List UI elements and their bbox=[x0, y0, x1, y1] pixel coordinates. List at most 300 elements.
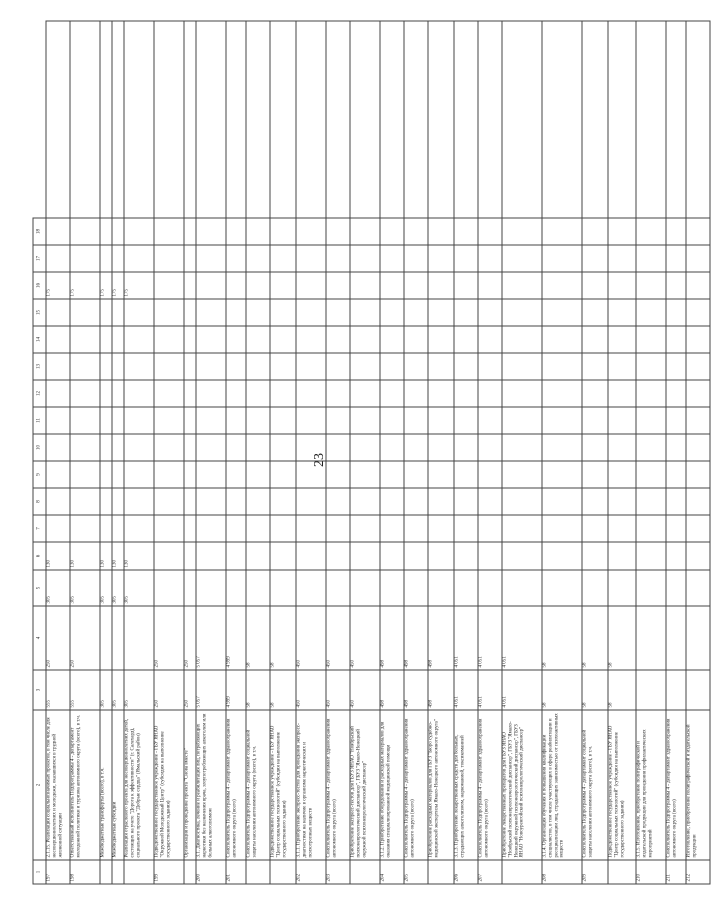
value-cell bbox=[608, 570, 636, 606]
value-cell: 4 999 bbox=[226, 670, 246, 710]
value-cell bbox=[404, 380, 428, 407]
table-row bbox=[350, 21, 380, 884]
value-cell bbox=[154, 434, 184, 461]
value-cell bbox=[404, 461, 428, 488]
value-cell: 58 bbox=[608, 606, 636, 670]
value-cell bbox=[502, 21, 542, 218]
value-cell bbox=[582, 21, 608, 218]
value-cell: 498 bbox=[380, 670, 404, 710]
value-cell bbox=[154, 218, 184, 245]
value-cell bbox=[686, 570, 710, 606]
value-cell bbox=[636, 21, 666, 218]
value-cell bbox=[270, 542, 296, 570]
value-cell: 175 bbox=[100, 272, 112, 299]
value-cell bbox=[686, 407, 710, 434]
table-row bbox=[154, 21, 184, 884]
row-number: 201 bbox=[226, 860, 246, 884]
value-cell bbox=[270, 353, 296, 380]
value-cell bbox=[478, 218, 502, 245]
value-cell bbox=[246, 380, 270, 407]
value-cell bbox=[380, 299, 404, 326]
table-row bbox=[296, 21, 326, 884]
value-cell bbox=[404, 353, 428, 380]
value-cell bbox=[454, 515, 478, 542]
value-cell bbox=[428, 434, 454, 461]
value-cell bbox=[270, 380, 296, 407]
value-cell bbox=[478, 326, 502, 353]
value-cell bbox=[428, 542, 454, 570]
value-cell bbox=[636, 218, 666, 245]
value-cell bbox=[124, 245, 154, 272]
row-description: 3.1.3. Приобретение лекарственных средств для больных, страдающих алкоголизмом, наркоманией, токсикоманией bbox=[454, 710, 478, 860]
row-number: 204 bbox=[380, 860, 404, 884]
value-cell bbox=[428, 218, 454, 245]
row-description: Соисполнитель Подпрограммы 4 - департамент здравоохранения автономного округа (всего) bbox=[478, 710, 502, 860]
value-cell bbox=[428, 245, 454, 272]
row-description: 3.1.5. Изготовление, приобретение полиграфической и издательской продукции для проведения профилактических мероприятий bbox=[636, 710, 666, 860]
row-description: 2.1.15. Реализация социальнозначимых проектов, в том числе для несовершеннолетних и молодежи, оказавшихся в трудной жизненной ситуации bbox=[46, 710, 70, 860]
value-cell bbox=[582, 488, 608, 515]
value-cell: 58 bbox=[270, 606, 296, 670]
value-cell bbox=[226, 326, 246, 353]
value-cell bbox=[582, 326, 608, 353]
value-cell bbox=[112, 353, 124, 380]
value-cell bbox=[246, 461, 270, 488]
value-cell bbox=[582, 570, 608, 606]
value-cell bbox=[350, 353, 380, 380]
value-cell bbox=[666, 380, 686, 407]
value-cell bbox=[666, 218, 686, 245]
value-cell bbox=[582, 245, 608, 272]
table-row bbox=[70, 21, 100, 884]
value-cell: 175 bbox=[124, 272, 154, 299]
value-cell bbox=[350, 570, 380, 606]
value-cell bbox=[582, 434, 608, 461]
value-cell bbox=[226, 218, 246, 245]
row-description: Подведомственное государственное учреждение - ГБУ ЯНАО "Центр социальных технологий" (субсидия на выполнение государственного задания) bbox=[608, 710, 636, 860]
value-cell bbox=[428, 353, 454, 380]
value-cell bbox=[100, 515, 112, 542]
row-number: 212 bbox=[686, 860, 710, 884]
value-cell bbox=[502, 461, 542, 488]
value-cell: 4 051 bbox=[454, 606, 478, 670]
value-cell bbox=[666, 407, 686, 434]
header-cell: 13 bbox=[33, 353, 46, 380]
value-cell bbox=[100, 299, 112, 326]
table-row bbox=[582, 21, 608, 884]
value-cell: 250 bbox=[154, 606, 184, 670]
row-description: Приобретение экспресс-тестов для ГБУЗ ЯНАО "Ноябрьский психоневрологический диспансер", ГБУЗ "Ямало-Ненецкий окружной психоневрологический диспансер" bbox=[350, 710, 380, 860]
value-cell: 498 bbox=[404, 670, 428, 710]
value-cell bbox=[154, 299, 184, 326]
value-cell bbox=[112, 461, 124, 488]
row-number: 200 bbox=[196, 860, 226, 884]
value-cell bbox=[270, 434, 296, 461]
value-cell bbox=[582, 407, 608, 434]
value-cell bbox=[226, 515, 246, 542]
row-number: 208 bbox=[542, 860, 582, 884]
value-cell: 450 bbox=[326, 670, 350, 710]
row-number: 198 bbox=[70, 860, 100, 884]
value-cell bbox=[636, 542, 666, 570]
row-number bbox=[502, 860, 542, 884]
value-cell bbox=[636, 245, 666, 272]
row-number bbox=[112, 860, 124, 884]
value-cell bbox=[46, 245, 70, 272]
value-cell: 130 bbox=[46, 542, 70, 570]
value-cell bbox=[326, 353, 350, 380]
value-cell bbox=[270, 21, 296, 218]
value-cell: 250 bbox=[184, 670, 196, 710]
value-cell bbox=[196, 218, 226, 245]
value-cell bbox=[184, 326, 196, 353]
value-cell bbox=[428, 272, 454, 299]
value-cell bbox=[124, 380, 154, 407]
header-cell: 8 bbox=[33, 488, 46, 515]
value-cell bbox=[196, 461, 226, 488]
value-cell bbox=[196, 326, 226, 353]
value-cell bbox=[542, 488, 582, 515]
value-cell bbox=[686, 326, 710, 353]
value-cell bbox=[46, 380, 70, 407]
value-cell bbox=[46, 326, 70, 353]
value-cell bbox=[608, 299, 636, 326]
value-cell bbox=[428, 461, 454, 488]
value-cell: 130 bbox=[100, 542, 112, 570]
value-cell: 58 bbox=[542, 606, 582, 670]
value-cell bbox=[428, 570, 454, 606]
value-cell bbox=[686, 515, 710, 542]
value-cell: 250 bbox=[70, 606, 100, 670]
value-cell bbox=[542, 272, 582, 299]
value-cell bbox=[478, 461, 502, 488]
value-cell bbox=[502, 488, 542, 515]
value-cell bbox=[246, 21, 270, 218]
value-cell bbox=[666, 245, 686, 272]
value-cell bbox=[184, 542, 196, 570]
value-cell bbox=[196, 21, 226, 218]
value-cell bbox=[326, 326, 350, 353]
value-cell: 305 bbox=[124, 670, 154, 710]
value-cell bbox=[686, 434, 710, 461]
value-cell bbox=[350, 218, 380, 245]
value-cell bbox=[454, 218, 478, 245]
value-cell bbox=[100, 434, 112, 461]
value-cell bbox=[542, 515, 582, 542]
row-number: 207 bbox=[478, 860, 502, 884]
value-cell: 250 bbox=[154, 670, 184, 710]
value-cell: 5 057 bbox=[196, 670, 226, 710]
value-cell bbox=[226, 299, 246, 326]
value-cell bbox=[404, 434, 428, 461]
value-cell bbox=[454, 326, 478, 353]
value-cell: 175 bbox=[112, 272, 124, 299]
header-cell: 5 bbox=[33, 570, 46, 606]
header-cell: 11 bbox=[33, 407, 46, 434]
value-cell bbox=[502, 515, 542, 542]
value-cell bbox=[196, 515, 226, 542]
value-cell bbox=[666, 461, 686, 488]
value-cell bbox=[154, 21, 184, 218]
value-cell bbox=[270, 326, 296, 353]
value-cell bbox=[112, 299, 124, 326]
table-row bbox=[636, 21, 666, 884]
value-cell bbox=[502, 380, 542, 407]
value-cell bbox=[350, 488, 380, 515]
row-number bbox=[608, 860, 636, 884]
value-cell bbox=[46, 353, 70, 380]
row-number: 211 bbox=[666, 860, 686, 884]
row-description: Соисполнитель Подпрограммы 4 - департамент здравоохранения автономного округа (всего) bbox=[404, 710, 428, 860]
value-cell bbox=[686, 606, 710, 670]
value-cell bbox=[582, 299, 608, 326]
value-cell bbox=[226, 353, 246, 380]
value-cell bbox=[184, 21, 196, 218]
value-cell bbox=[154, 407, 184, 434]
value-cell bbox=[184, 245, 196, 272]
value-cell bbox=[666, 488, 686, 515]
row-description: Приобретение лекарственных препаратов для ГБУЗ ЯНАО "Ноябрьский психоневрологический диспансер", ГБУЗ "Ямало-Ненецкий окружной психоневрологический диспансер", ГБУЗ ЯНАО "Новоуренгойский психоневрологический диспансер" bbox=[502, 710, 542, 860]
table-row bbox=[326, 21, 350, 884]
value-cell: 450 bbox=[296, 606, 326, 670]
value-cell bbox=[270, 245, 296, 272]
value-cell: 450 bbox=[350, 670, 380, 710]
value-cell bbox=[196, 353, 226, 380]
value-cell bbox=[196, 245, 226, 272]
value-cell bbox=[124, 407, 154, 434]
value-cell: 4 051 bbox=[478, 670, 502, 710]
table-row bbox=[666, 21, 686, 884]
value-cell bbox=[154, 570, 184, 606]
value-cell bbox=[46, 21, 70, 218]
value-cell bbox=[454, 272, 478, 299]
value-cell bbox=[246, 245, 270, 272]
table-row bbox=[270, 21, 296, 884]
value-cell bbox=[326, 570, 350, 606]
row-number: 203 bbox=[326, 860, 350, 884]
value-cell bbox=[380, 570, 404, 606]
value-cell: 555 bbox=[70, 670, 100, 710]
value-cell bbox=[100, 218, 112, 245]
value-cell: 175 bbox=[46, 272, 70, 299]
value-cell: 58 bbox=[582, 670, 608, 710]
value-cell: 58 bbox=[582, 606, 608, 670]
value-cell bbox=[270, 515, 296, 542]
row-description: Соисполнитель Подпрограммы 4 - департамент здравоохранения автономного округа (всего) bbox=[326, 710, 350, 860]
value-cell bbox=[454, 380, 478, 407]
value-cell bbox=[454, 299, 478, 326]
value-cell bbox=[542, 218, 582, 245]
value-cell bbox=[404, 21, 428, 218]
value-cell bbox=[296, 434, 326, 461]
value-cell bbox=[608, 21, 636, 218]
header-cell: 17 bbox=[33, 245, 46, 272]
value-cell bbox=[184, 434, 196, 461]
value-cell bbox=[124, 606, 154, 670]
value-cell bbox=[100, 326, 112, 353]
value-cell bbox=[184, 218, 196, 245]
value-cell bbox=[326, 488, 350, 515]
table-row bbox=[124, 21, 154, 884]
value-cell bbox=[686, 272, 710, 299]
value-cell bbox=[636, 434, 666, 461]
value-cell bbox=[350, 326, 380, 353]
value-cell: 305 bbox=[100, 670, 112, 710]
table-row bbox=[112, 21, 124, 884]
value-cell bbox=[326, 515, 350, 542]
value-cell bbox=[582, 272, 608, 299]
row-description: Соисполнитель Подпрограммы 4 - департамент социальной защиты населения автономного округа (всего), в т.ч. bbox=[582, 710, 608, 860]
page-number: 23 bbox=[312, 453, 327, 467]
value-cell bbox=[686, 245, 710, 272]
value-cell bbox=[542, 245, 582, 272]
value-cell: 58 bbox=[246, 606, 270, 670]
value-cell bbox=[270, 570, 296, 606]
value-cell bbox=[380, 272, 404, 299]
value-cell bbox=[478, 380, 502, 407]
value-cell bbox=[226, 570, 246, 606]
value-cell bbox=[112, 515, 124, 542]
value-cell bbox=[226, 461, 246, 488]
value-cell bbox=[296, 515, 326, 542]
value-cell bbox=[350, 434, 380, 461]
value-cell: 58 bbox=[608, 670, 636, 710]
value-cell: 130 bbox=[112, 542, 124, 570]
value-cell bbox=[478, 272, 502, 299]
table-frame bbox=[33, 20, 698, 884]
value-cell bbox=[184, 380, 196, 407]
value-cell bbox=[380, 326, 404, 353]
value-cell bbox=[124, 218, 154, 245]
value-cell bbox=[502, 218, 542, 245]
value-cell bbox=[184, 272, 196, 299]
value-cell bbox=[542, 21, 582, 218]
value-cell bbox=[296, 353, 326, 380]
value-cell bbox=[124, 21, 154, 218]
value-cell bbox=[686, 461, 710, 488]
value-cell bbox=[542, 461, 582, 488]
value-cell bbox=[226, 272, 246, 299]
value-cell bbox=[380, 380, 404, 407]
value-cell bbox=[542, 380, 582, 407]
header-cell: 7 bbox=[33, 515, 46, 542]
row-description: 3.1.4. Организация обучения и повышения квалификации специалистов, в том числе участвующих в сфере реабилитации и ресоциализации лиц, страдающих зависимостью от психоактивных веществ bbox=[542, 710, 582, 860]
value-cell bbox=[184, 299, 196, 326]
value-cell bbox=[636, 606, 666, 670]
header-cell: 2 bbox=[33, 710, 46, 860]
value-cell: 250 bbox=[184, 606, 196, 670]
value-cell bbox=[350, 542, 380, 570]
header-cell: 10 bbox=[33, 434, 46, 461]
value-cell bbox=[380, 21, 404, 218]
value-cell bbox=[666, 542, 686, 570]
value-cell bbox=[124, 326, 154, 353]
value-cell: 130 bbox=[70, 542, 100, 570]
value-cell bbox=[686, 218, 710, 245]
row-description: 3.1.2. Приобретение оборудования и расходных материалов для оказания специализированной медицинской помощи bbox=[380, 710, 404, 860]
value-cell bbox=[296, 488, 326, 515]
value-cell bbox=[666, 434, 686, 461]
row-number bbox=[350, 860, 380, 884]
row-number bbox=[428, 860, 454, 884]
value-cell bbox=[246, 272, 270, 299]
value-cell: 498 bbox=[380, 606, 404, 670]
value-cell bbox=[380, 461, 404, 488]
value-cell: 498 bbox=[428, 606, 454, 670]
table-row bbox=[428, 21, 454, 884]
value-cell bbox=[428, 407, 454, 434]
value-cell bbox=[112, 434, 124, 461]
value-cell bbox=[154, 380, 184, 407]
value-cell bbox=[184, 461, 196, 488]
value-cell bbox=[686, 353, 710, 380]
row-number: 199 bbox=[154, 860, 184, 884]
value-cell bbox=[70, 353, 100, 380]
value-cell bbox=[542, 353, 582, 380]
value-cell bbox=[478, 570, 502, 606]
value-cell bbox=[666, 670, 686, 710]
value-cell bbox=[666, 21, 686, 218]
value-cell bbox=[428, 326, 454, 353]
value-cell bbox=[666, 299, 686, 326]
table-row bbox=[542, 21, 582, 884]
value-cell bbox=[404, 542, 428, 570]
value-cell bbox=[502, 542, 542, 570]
value-cell bbox=[112, 21, 124, 218]
value-cell bbox=[70, 407, 100, 434]
value-cell bbox=[428, 21, 454, 218]
value-cell bbox=[326, 407, 350, 434]
value-cell bbox=[246, 434, 270, 461]
row-description: 3.1. Диагностика, лечение и реабилитация лиц, потребляющих наркотики без назначения врача, злоупотребляющих алкоголем или больных алкоголизмом bbox=[196, 710, 226, 860]
value-cell bbox=[184, 407, 196, 434]
value-cell bbox=[226, 407, 246, 434]
row-description: Организация и проведение проекта "Снова вместе" bbox=[184, 710, 196, 860]
value-cell bbox=[124, 488, 154, 515]
value-cell bbox=[608, 218, 636, 245]
table-row bbox=[478, 21, 502, 884]
table-row bbox=[246, 21, 270, 884]
value-cell bbox=[380, 245, 404, 272]
value-cell bbox=[154, 461, 184, 488]
value-cell bbox=[502, 570, 542, 606]
row-description: Приобретение расходных материалов для ГБУЗ "Бюро судебно-медицинской экспертизы Ямало-Ненецкого автономного округа" bbox=[428, 710, 454, 860]
value-cell bbox=[226, 434, 246, 461]
value-cell bbox=[636, 570, 666, 606]
value-cell bbox=[502, 434, 542, 461]
table-row bbox=[608, 21, 636, 884]
row-description: Изготовление, приобретение полиграфической и издательской продукции bbox=[686, 710, 710, 860]
value-cell bbox=[100, 21, 112, 218]
row-description: Соисполнитель Подпрограммы 4 - департамент здравоохранения автономного округа (всего) bbox=[226, 710, 246, 860]
value-cell bbox=[46, 299, 70, 326]
value-cell bbox=[270, 488, 296, 515]
value-cell bbox=[636, 461, 666, 488]
value-cell bbox=[478, 353, 502, 380]
value-cell bbox=[478, 515, 502, 542]
value-cell bbox=[112, 407, 124, 434]
value-cell bbox=[428, 380, 454, 407]
header-cell: 18 bbox=[33, 218, 46, 245]
row-number bbox=[184, 860, 196, 884]
value-cell bbox=[70, 326, 100, 353]
row-number: 209 bbox=[582, 860, 608, 884]
value-cell bbox=[270, 299, 296, 326]
value-cell bbox=[454, 542, 478, 570]
value-cell bbox=[70, 488, 100, 515]
value-cell bbox=[404, 326, 428, 353]
value-cell bbox=[454, 353, 478, 380]
